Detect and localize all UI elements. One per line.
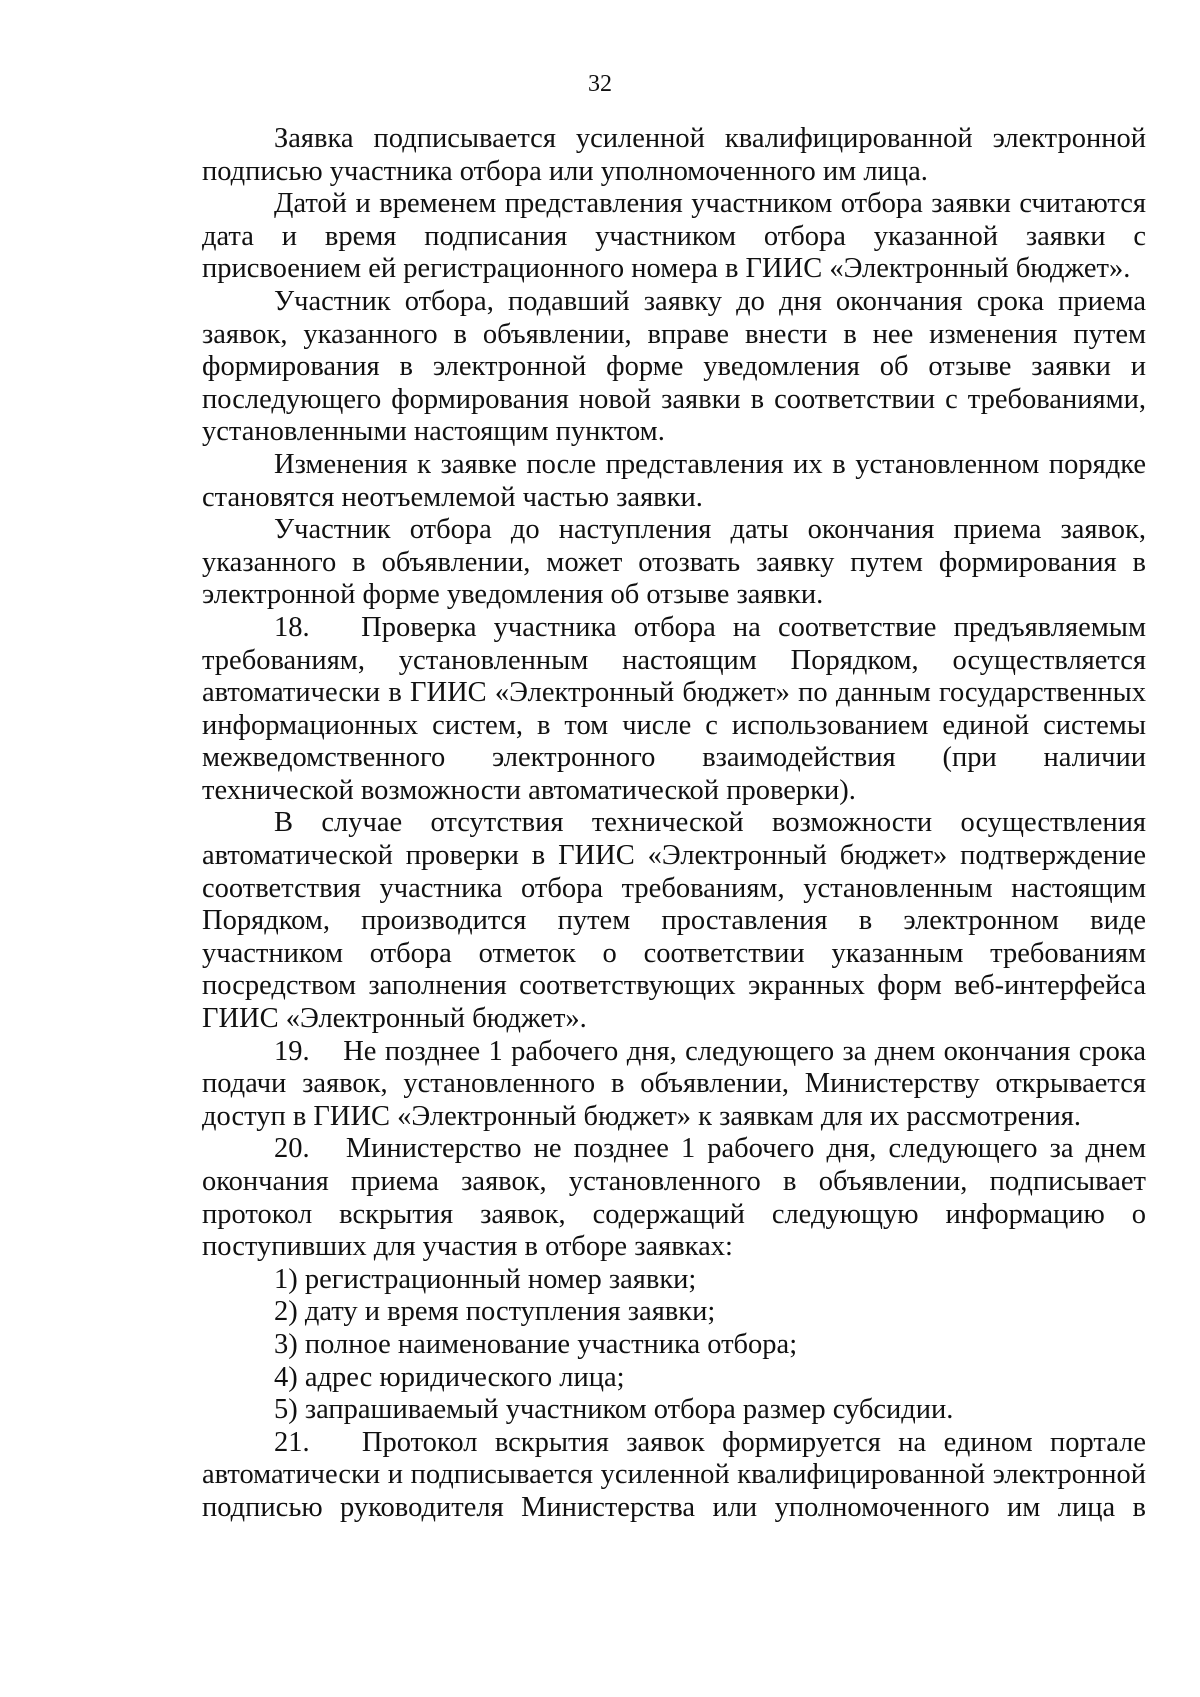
- paragraph-item-18: 18. Проверка участника отбора на соответствие предъявляемым требованиям, установленным настоящим Порядком, осуществляется автоматически в ГИИС «Электронный бюджет» по данным государственных информационных систем, в том числе с использованием единой системы межведомственного электронного взаимодействия (при наличии технической возможности автоматической проверки).: [202, 611, 1146, 806]
- paragraph-manual-check: В случае отсутствия технической возможности осуществления автоматической проверки в ГИИС «Электронный бюджет» подтверждение соответствия участника отбора требованиям, установленным настоящим Порядком, производится путем проставления в электронном виде участником отбора отметок о соответствии указанным требованиям посредством заполнения соответствующих экранных форм веб-интерфейса ГИИС «Электронный бюджет».: [202, 807, 1146, 1035]
- paragraph-signature: Заявка подписывается усиленной квалифицированной электронной подписью участника отбора или уполномоченного им лица.: [202, 123, 1146, 187]
- list-item-subsidy-amount: 5) запрашиваемый участником отбора размер субсидии.: [274, 1394, 954, 1426]
- document-body: [202, 123, 1146, 1525]
- paragraph-item-21: 21. Протокол вскрытия заявок формируется на едином портале автоматически и подписывается усиленной квалифицированной электронной подписью руководителя Министерства или уполномоченного им лица в: [202, 1426, 1146, 1523]
- paragraph-withdrawal: Участник отбора до наступления даты окончания приема заявок, указанного в объявлении, может отозвать заявку путем формирования в электронной форме уведомления об отзыве заявки.: [202, 514, 1146, 611]
- paragraph-changes-integral: Изменения к заявке после представления их в установленном порядке становятся неотъемлемой частью заявки.: [202, 448, 1146, 513]
- list-item-receipt-date: 2) дату и время поступления заявки;: [274, 1296, 716, 1328]
- list-item-registration-number: 1) регистрационный номер заявки;: [274, 1263, 697, 1295]
- paragraph-item-20: 20. Министерство не позднее 1 рабочего дня, следующего за днем окончания приема заявок, установленного в объявлении, подписывает протокол вскрытия заявок, содержащий следующую информацию о поступивших для участия в отборе заявках:: [202, 1133, 1146, 1263]
- paragraph-submission-date: Датой и временем представления участником отбора заявки считаются дата и время подписания участником отбора указанной заявки с присвоением ей регистрационного номера в ГИИС «Электронный бюджет».: [202, 188, 1146, 285]
- paragraph-item-19: 19. Не позднее 1 рабочего дня, следующего за днем окончания срока подачи заявок, установленного в объявлении, Министерству открывается доступ в ГИИС «Электронный бюджет» к заявкам для их рассмотрения.: [202, 1035, 1146, 1132]
- list-item-legal-address: 4) адрес юридического лица;: [274, 1361, 625, 1393]
- list-item-participant-name: 3) полное наименование участника отбора;: [274, 1328, 798, 1360]
- page-number: 32: [588, 71, 612, 97]
- paragraph-application-changes: Участник отбора, подавший заявку до дня окончания срока приема заявок, указанного в объявлении, вправе внести в нее изменения путем формирования в электронной форме уведомления об отзыве заявки и последующего формирования новой заявки в соответствии с требованиями, установленными настоящим пунктом.: [202, 285, 1146, 448]
